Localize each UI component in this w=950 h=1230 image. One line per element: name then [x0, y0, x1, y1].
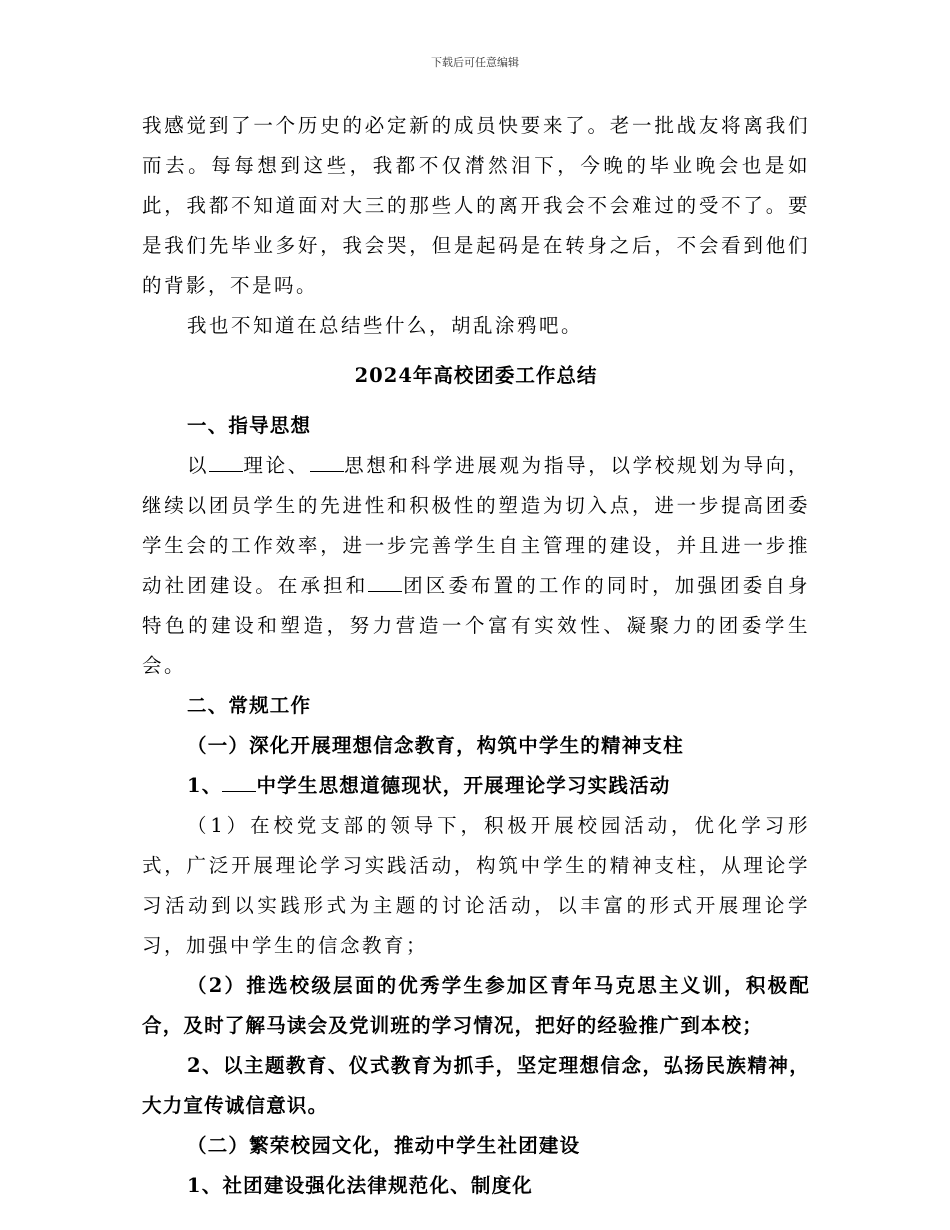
paragraph-theme-education: 2、以主题教育、仪式教育为抓手，坚定理想信念，弘扬民族精神，大力宣传诚信意识。 [142, 1054, 810, 1117]
document-title: 2024年高校团委工作总结 [354, 364, 598, 387]
text-fragment: 团区委布置的工作的同时，加强团委自身特色的建设和塑造，努力营造一个富有实效性、凝聚力的团委学生会。 [142, 574, 810, 677]
document-body [142, 106, 810, 1206]
text-fragment: 以 [187, 454, 210, 477]
paragraph-item-1: （1）在校党支部的领导下，积极开展校园活动，优化学习形式，广泛开展理论学习实践活动，构筑中学生的精神支柱，从理论学习活动到以实践形式为主题的讨论活动，以丰富的形式开展理论学习，加强中学生的信念教育； [142, 814, 810, 957]
heading-routine-work: 二、常规工作 [187, 694, 312, 717]
text-fragment: 中学生思想道德现状，开展理论学习实践活动 [256, 774, 671, 797]
subheading-campus-culture: （二）繁荣校园文化，推动中学生社团建设 [187, 1134, 581, 1157]
fill-blank [310, 453, 344, 472]
paragraph-guiding-thought [142, 446, 810, 686]
paragraph-reflection: 我感觉到了一个历史的必定新的成员快要来了。老一批战友将离我们而去。每每想到这些，我都不仅潸然泪下，今晚的毕业晚会也是如此，我都不知道面对大三的那些人的离开我会不会难过的受不了。要是我们先毕业多好，我会哭，但是起码是在转身之后，不会看到他们的背影，不是吗。 [142, 114, 810, 297]
page-header-note: 下载后可任意编辑 [431, 56, 519, 69]
subheading-club-regulation: 1、社团建设强化法律规范化、制度化 [187, 1174, 533, 1197]
paragraph-scribble: 我也不知道在总结些什么，胡乱涂鸦吧。 [187, 314, 584, 337]
text-fragment: 1、 [187, 774, 223, 797]
text-fragment: 理论、 [243, 454, 310, 477]
paragraph-item-2: （2）推选校级层面的优秀学生参加区青年马克思主义训，积极配合，及时了解马读会及党训班的学习情况，把好的经验推广到本校； [142, 974, 810, 1037]
fill-blank [222, 773, 256, 792]
fill-blank [209, 453, 243, 472]
text-fragment: 思想和科学进展观为指导，以学校规划为导向，继续以团员学生的先进性和积极性的塑造为切入点，进一步提高团委学生会的工作效率，进一步完善学生自主管理的建设，并且进一步推动社团建设。在承担和 [142, 454, 810, 597]
fill-blank [368, 573, 402, 592]
subheading-theory-practice [142, 766, 810, 806]
subheading-ideals: （一）深化开展理想信念教育，构筑中学生的精神支柱 [187, 734, 684, 757]
heading-guiding-thought: 一、指导思想 [187, 414, 312, 437]
